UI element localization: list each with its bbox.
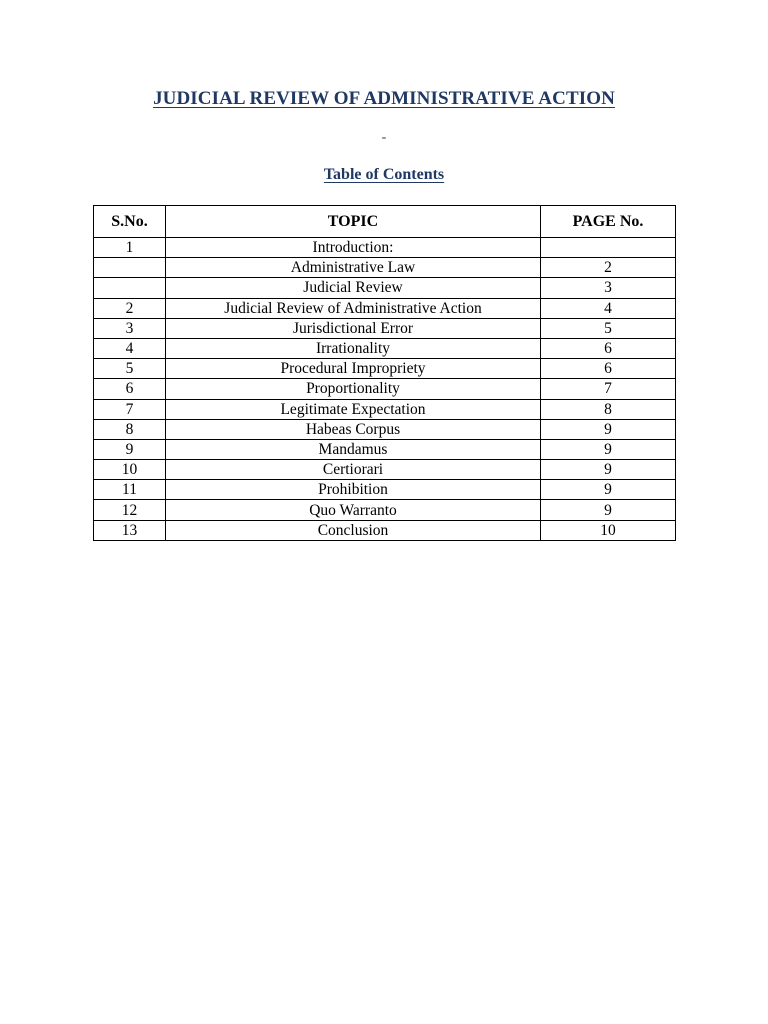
cell-topic: Administrative Law: [166, 258, 541, 278]
cell-page: 6: [541, 338, 676, 358]
cell-sno: 4: [94, 338, 166, 358]
cell-topic: Habeas Corpus: [166, 419, 541, 439]
table-row: [94, 480, 676, 500]
cell-sno: 9: [94, 439, 166, 459]
cell-sno: 8: [94, 419, 166, 439]
cell-topic: Prohibition: [166, 480, 541, 500]
cell-page: 2: [541, 258, 676, 278]
cell-page: 10: [541, 520, 676, 540]
cell-sno: 3: [94, 318, 166, 338]
cell-sno: [94, 258, 166, 278]
cell-topic: Legitimate Expectation: [166, 399, 541, 419]
cell-topic: Irrationality: [166, 338, 541, 358]
table-row: [94, 338, 676, 358]
cell-sno: 2: [94, 298, 166, 318]
cell-sno: 10: [94, 460, 166, 480]
cell-topic: Quo Warranto: [166, 500, 541, 520]
cell-topic: Proportionality: [166, 379, 541, 399]
cell-sno: 1: [94, 238, 166, 258]
toc-header-row: [94, 206, 676, 238]
cell-sno: 11: [94, 480, 166, 500]
table-row: [94, 500, 676, 520]
cell-sno: 7: [94, 399, 166, 419]
cell-page: 9: [541, 480, 676, 500]
toc-heading: Table of Contents: [323, 166, 445, 183]
cell-page: 9: [541, 439, 676, 459]
cell-topic: Introduction:: [166, 238, 541, 258]
cell-sno: 12: [94, 500, 166, 520]
cell-page: 9: [541, 500, 676, 520]
header-page: PAGE No.: [541, 206, 676, 238]
cell-page: 3: [541, 278, 676, 298]
cell-topic: Certiorari: [166, 460, 541, 480]
cell-page: 5: [541, 318, 676, 338]
dash-mark: -: [381, 130, 387, 145]
table-row: [94, 460, 676, 480]
header-sno: S.No.: [94, 206, 166, 238]
cell-topic: Mandamus: [166, 439, 541, 459]
cell-topic: Judicial Review: [166, 278, 541, 298]
table-row: [94, 439, 676, 459]
table-row: [94, 419, 676, 439]
table-row: [94, 238, 676, 258]
cell-page: 4: [541, 298, 676, 318]
table-row: [94, 318, 676, 338]
toc-table: [93, 205, 676, 541]
cell-page: 6: [541, 359, 676, 379]
document-title: JUDICIAL REVIEW OF ADMINISTRATIVE ACTION: [153, 88, 615, 109]
cell-topic: Judicial Review of Administrative Action: [166, 298, 541, 318]
table-row: [94, 359, 676, 379]
cell-page: 8: [541, 399, 676, 419]
table-row: [94, 258, 676, 278]
table-row: [94, 298, 676, 318]
cell-topic: Jurisdictional Error: [166, 318, 541, 338]
cell-sno: 5: [94, 359, 166, 379]
cell-page: 9: [541, 460, 676, 480]
cell-sno: [94, 278, 166, 298]
cell-topic: Conclusion: [166, 520, 541, 540]
table-row: [94, 520, 676, 540]
cell-page: 7: [541, 379, 676, 399]
header-topic: TOPIC: [166, 206, 541, 238]
table-row: [94, 278, 676, 298]
cell-sno: 6: [94, 379, 166, 399]
cell-sno: 13: [94, 520, 166, 540]
table-row: [94, 379, 676, 399]
cell-page: 9: [541, 419, 676, 439]
cell-topic: Procedural Impropriety: [166, 359, 541, 379]
table-row: [94, 399, 676, 419]
cell-page: [541, 238, 676, 258]
